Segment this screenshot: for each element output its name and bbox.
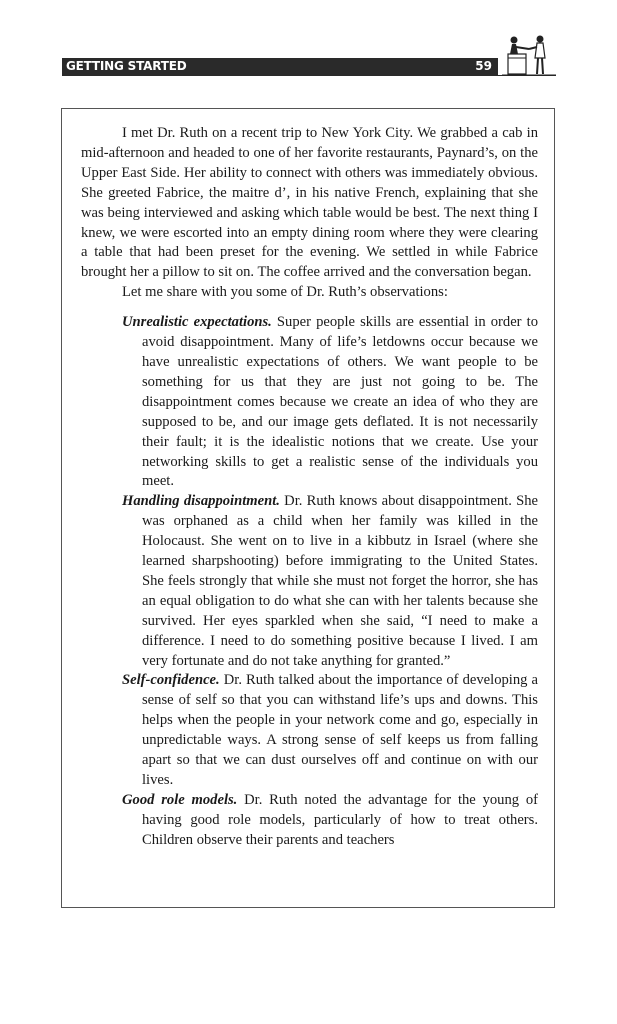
observation-heading: Good role models. bbox=[122, 791, 238, 808]
section-title: GETTING STARTED bbox=[66, 59, 187, 73]
observation-text: Dr. Ruth noted the advantage for the young of having good role models, particularly of how to treat others. Children observe their parents and teachers bbox=[142, 791, 538, 848]
observations-list bbox=[81, 313, 538, 850]
sidebar-box bbox=[61, 108, 555, 908]
observation-heading: Self-confidence. bbox=[122, 672, 220, 689]
handshake-meeting-icon bbox=[500, 32, 558, 76]
list-item bbox=[81, 492, 538, 671]
observation-heading: Handling disappointment. bbox=[122, 493, 280, 510]
list-item bbox=[81, 671, 538, 790]
page-number: 59 bbox=[475, 59, 492, 73]
observation-text: Super people skills are essential in order to avoid disappointment. Many of life’s letdowns occur because we have unrealistic expectations of others. We want people to be something for us that they are just not going to be. The disappointment comes because we create an idea of who they are supposed to be, and our image gets deflated. It is not necessarily their fault; it is the idealistic notions that we create. Use your networking skills to get a realistic sense of the individuals you meet. bbox=[142, 314, 538, 490]
lead-in-paragraph: Let me share with you some of Dr. Ruth’s observations: bbox=[122, 284, 448, 301]
list-item bbox=[81, 791, 538, 851]
running-header-bar bbox=[62, 58, 498, 76]
observation-heading: Unrealistic expectations. bbox=[122, 314, 272, 331]
observation-text: Dr. Ruth knows about disappointment. She was orphaned as a child when her family was killed in the Holocaust. She went on to live in a kibbutz in Israel (where she learned sharpshooting) before immigrating to the United States. She feels strongly that while she must not forget the horror, she has an equal obligation to do what she can with her talents because she survived. Her eyes sparkled when she said, “I need to make a difference. I need to do something positive because I lived. I am very fortunate and do not take anything for granted.” bbox=[142, 493, 539, 669]
box-text bbox=[81, 124, 538, 851]
list-item bbox=[81, 313, 538, 492]
intro-paragraph: I met Dr. Ruth on a recent trip to New York City. We grabbed a cab in mid-afternoon and headed to one of her favorite restaurants, Paynard’s, on the Upper East Side. Her ability to connect with others was immediately obvious. She greeted Fabrice, the maitre d’, in his native French, explaining that she was being interviewed and asking which table would be best. The next thing I knew, we were escorted into an empty dining room where they were clearing a table that had been preset for the evening. We settled in while Fabrice brought her a pillow to sit on. The coffee arrived and the conversation began. bbox=[81, 125, 538, 281]
observation-text: Dr. Ruth talked about the importance of developing a sense of self so that you can withstand life’s ups and downs. This helps when the people in your network come and go, especially in unpredictable ways. A strong sense of self keeps us from falling apart so that we can dust ourselves off and continue on with our lives. bbox=[142, 672, 538, 788]
